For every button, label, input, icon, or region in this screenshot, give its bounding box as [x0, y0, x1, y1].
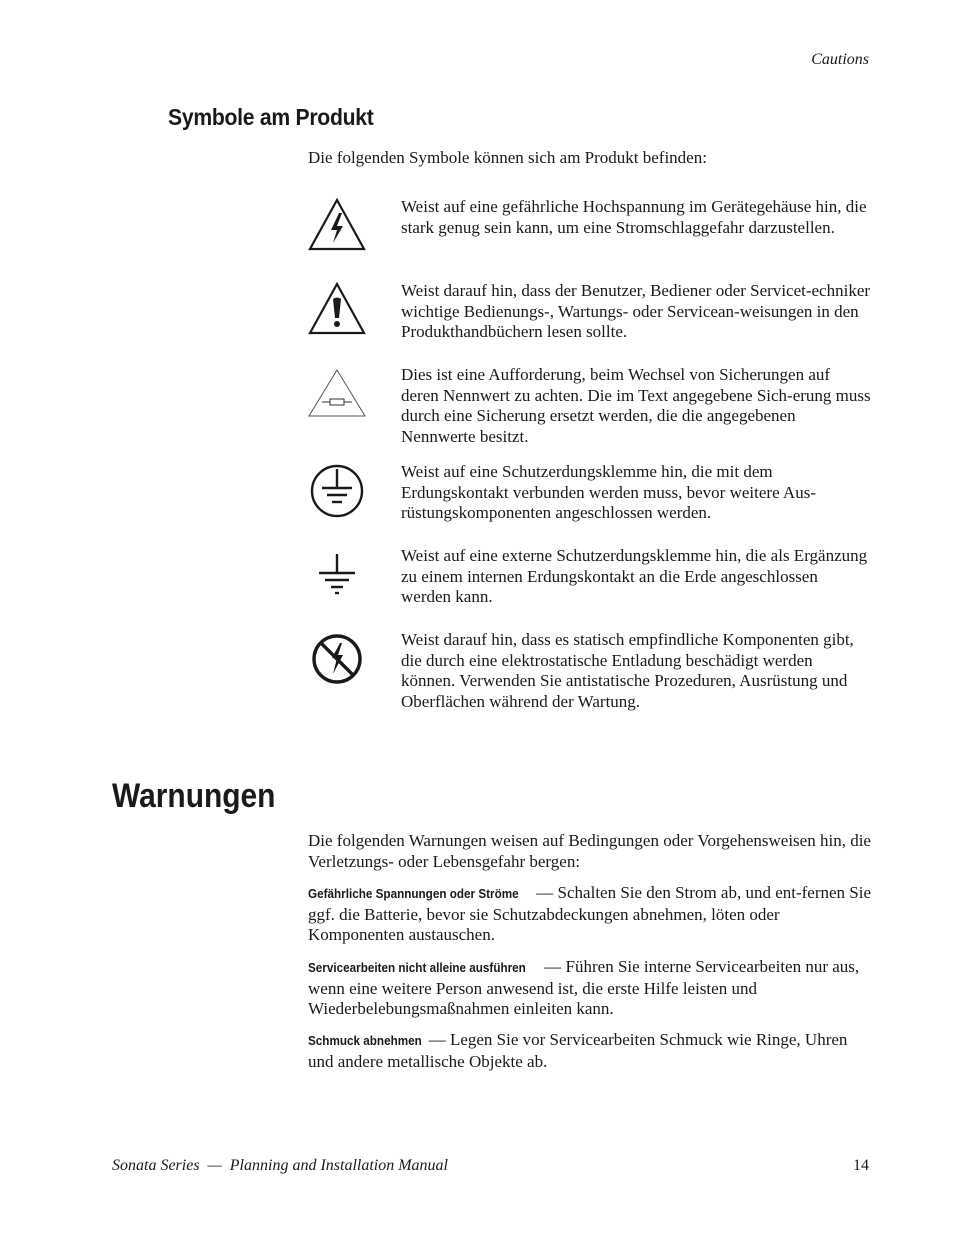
warning-heading: Schmuck abnehmen — [308, 1033, 422, 1048]
warning-item — [308, 957, 874, 1020]
section-intro-symbols: Die folgenden Symbole können sich am Produkt befinden: — [308, 148, 707, 167]
section-intro-warnings: Die folgenden Warnungen weisen auf Bedingungen oder Vorgehensweisen hin, die Verletzungs- oder Lebensgefahr bergen: — [308, 831, 871, 871]
symbol-description: Weist auf eine gefährliche Hochspannung im Gerätegehäuse hin, die stark genug sein kann, um eine Stromschlaggefahr darzustellen. — [401, 197, 867, 237]
esd-sensitive-icon — [300, 630, 374, 694]
symbol-description: Weist auf eine externe Schutzerdungsklemme hin, die als Ergänzung zu einem internen Erdungskontakt an die Erde angeschlossen werden kann. — [401, 546, 868, 606]
warning-text: — Führen Sie interne Servicearbeiten nur aus, wenn eine weitere Person anwesend ist, die erste Hilfe leisten und Wiederbelebungsmaßnahmen einleiten kann. — [308, 957, 860, 1018]
symbol-description: Dies ist eine Aufforderung, beim Wechsel von Sicherungen auf deren Nennwert zu achten. Die im Text angegebene Sich-erung muss durch eine Sicherung ersetzt werden, die die angegebenen Nennwerte besitzt. — [401, 365, 871, 446]
warning-heading: Servicearbeiten nicht alleine ausführen — [308, 960, 526, 975]
symbol-description: Weist darauf hin, dass es statisch empfindliche Komponenten gibt, die durch eine elektrostatische Entladung beschädigt werden können. Verwenden Sie antistatische Prozeduren, Ausrüstung und Oberflächen während der Wartung. — [401, 630, 854, 711]
footer-manual-title: Sonata Series — Planning and Installation Manual — [112, 1157, 448, 1174]
symbol-description: Weist darauf hin, dass der Benutzer, Bediener oder Servicet-echniker wichtige Bedienungs-, Wartungs- oder Servicean-weisungen in den Produkthandbüchern lesen sollte. — [401, 281, 871, 341]
warning-text: — Legen Sie vor Servicearbeiten Schmuck wie Ringe, Uhren und andere metallische Objekte ab. — [308, 1030, 848, 1071]
warning-heading: Gefährliche Spannungen oder Ströme — [308, 886, 519, 901]
warning-item — [308, 1030, 874, 1072]
symbol-description: Weist auf eine Schutzerdungsklemme hin, die mit dem Erdungskontakt verbunden werden muss, bevor weitere Aus-rüstungskomponenten angeschlossen werden. — [401, 462, 816, 522]
earth-ground-icon — [300, 546, 374, 610]
exclamation-warning-icon — [300, 281, 374, 345]
warning-text: — Schalten Sie den Strom ab, und ent-fernen Sie ggf. die Batterie, bevor sie Schutzabdeckungen abnehmen, löten oder Komponenten austauschen. — [308, 883, 872, 944]
high-voltage-warning-icon — [300, 197, 374, 261]
fuse-warning-icon — [300, 365, 374, 429]
footer-page-number: 14 — [853, 1157, 869, 1174]
section-title-symbols: Symbole am Produkt — [168, 104, 374, 130]
running-head: Cautions — [811, 51, 869, 68]
warning-item — [308, 883, 874, 946]
protective-earth-icon — [300, 462, 374, 526]
section-title-warnings: Warnungen — [112, 777, 276, 815]
